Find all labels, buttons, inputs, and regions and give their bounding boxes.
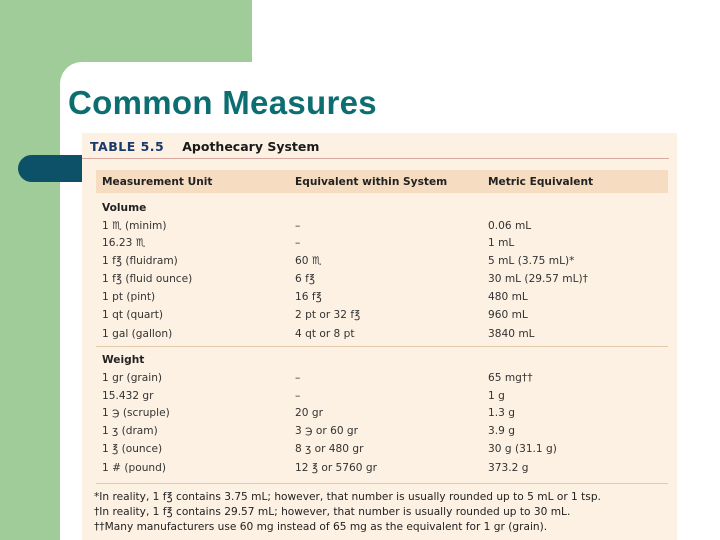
slide-title: Common Measures (68, 84, 377, 121)
table-cell: 60 ♏ (295, 255, 322, 267)
table-cell: 1 # (pound) (102, 462, 166, 474)
footnote: ††Many manufacturers use 60 mg instead of 65 mg as the equivalent for 1 gr (grain). (94, 521, 548, 533)
table-cell: 373.2 g (488, 462, 529, 474)
table-cell: 1 ♏ (minim) (102, 220, 167, 232)
table-cell: 16.23 ♏ (102, 237, 146, 249)
table-cell: 1.3 g (488, 407, 515, 419)
table-cell: 1 qt (quart) (102, 309, 164, 321)
table-cell: 480 mL (488, 291, 528, 303)
table-cell: 65 mg†† (488, 372, 533, 384)
table-cell: 8 ʒ or 480 gr (295, 443, 364, 455)
table-cell: 1 pt (pint) (102, 291, 156, 303)
table-cell: 30 g (31.1 g) (488, 443, 557, 455)
table-cell: 3 ℈ or 60 gr (295, 425, 359, 437)
table-cell: – (295, 237, 301, 249)
table-caption (90, 139, 319, 154)
table-cell: 0.06 mL (488, 220, 532, 232)
table-cell: 1 ℥ (ounce) (102, 443, 163, 455)
table-cell: 2 pt or 32 f℥ (295, 309, 361, 321)
table-cell: 12 ℥ or 5760 gr (295, 462, 377, 474)
table-cell: 3840 mL (488, 328, 535, 340)
header-measurement-unit: Measurement Unit (102, 176, 213, 188)
table-cell: 1 f℥ (fluid ounce) (102, 273, 193, 285)
apothecary-table (82, 133, 677, 540)
table-cell: 1 g (488, 390, 505, 402)
section-divider (96, 346, 668, 347)
section-heading-weight: Weight (102, 354, 145, 366)
caption-rule (82, 158, 669, 159)
table-cell: 4 qt or 8 pt (295, 328, 355, 340)
section-heading-volume: Volume (102, 202, 147, 214)
footnote: †In reality, 1 f℥ contains 29.57 mL; however, that number is usually rounded up to 30 mL. (94, 506, 571, 518)
header-metric-equivalent: Metric Equivalent (488, 176, 594, 188)
table-cell: 1 ʒ (dram) (102, 425, 158, 437)
table-cell: 960 mL (488, 309, 528, 321)
table-cell: 1 ℈ (scruple) (102, 407, 170, 419)
table-cell: 30 mL (29.57 mL)† (488, 273, 588, 285)
table-cell: 5 mL (3.75 mL)* (488, 255, 575, 267)
header-equivalent-within-system: Equivalent within System (295, 176, 448, 188)
table-cell: 1 mL (488, 237, 515, 249)
table-label: TABLE 5.5 (90, 139, 165, 154)
table-name: Apothecary System (182, 139, 320, 154)
table-cell: 16 f℥ (295, 291, 322, 303)
table-cell: 20 gr (295, 407, 323, 419)
footnote: *In reality, 1 f℥ contains 3.75 mL; however, that number is usually rounded up to 5 mL or 1 tsp. (94, 491, 601, 503)
navy-tab-decoration (18, 155, 90, 182)
table-cell: 6 f℥ (295, 273, 315, 285)
footnote-divider (96, 483, 668, 484)
table-cell: 1 f℥ (fluidram) (102, 255, 178, 267)
table-cell: – (295, 372, 301, 384)
table-cell: 1 gal (gallon) (102, 328, 173, 340)
table-cell: – (295, 220, 301, 232)
table-cell: – (295, 390, 301, 402)
table-cell: 1 gr (grain) (102, 372, 163, 384)
table-cell: 3.9 g (488, 425, 515, 437)
table-cell: 15.432 gr (102, 390, 154, 402)
